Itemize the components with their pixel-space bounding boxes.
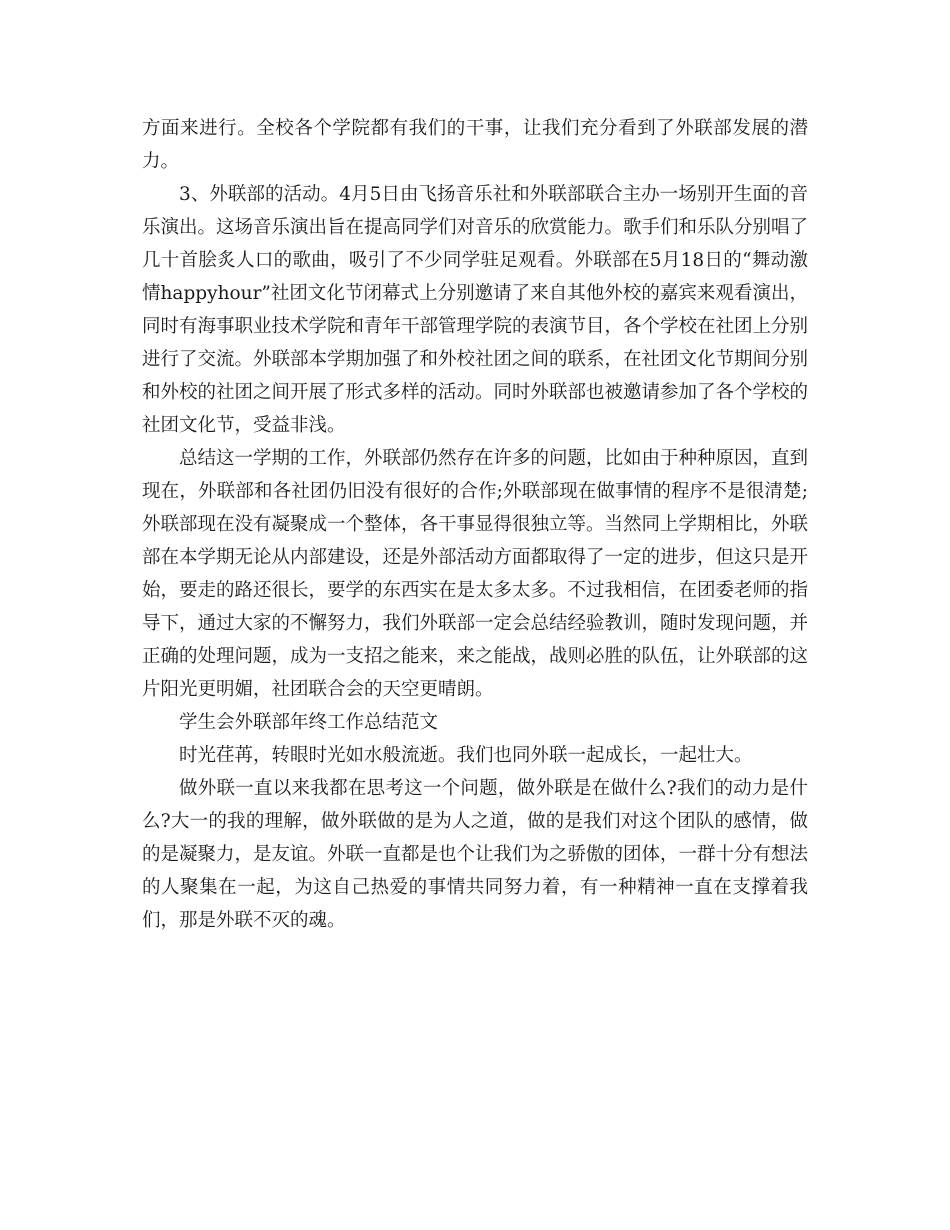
paragraph-summary: 总结这一学期的工作，外联部仍然存在许多的问题，比如由于种种原因，直到现在，外联部和各社团仍旧没有很好的合作;外联部现在做事情的程序不是很清楚;外联部现在没有凝聚成一个整体，各干事显得很独立等。当然同上学期相比，外联部在本学期无论从内部建设，还是外部活动方面都取得了一定的进步，但这只是开始，要走的路还很长，要学的东西实在是太多太多。不过我相信，在团委老师的指导下，通过大家的不懈努力，我们外联部一定会总结经验教训，随时发现问题，并正确的处理问题，成为一支招之能来，来之能战，战则必胜的队伍，让外联部的这片阳光更明媚，社团联合会的天空更晴朗。	[142, 448, 809, 700]
paragraph-intro: 时光荏苒，转眼时光如水般流逝。我们也同外联一起成长，一起壮大。	[179, 745, 753, 766]
paragraph-reflection: 做外联一直以来我都在思考这一个问题，做外联是在做什么?我们的动力是什么?大一的我的理解，做外联做的是为人之道，做的是我们对这个团队的感情，做的是凝聚力，是友谊。外联一直都是也个让我们为之骄傲的团体，一群十分有想法的人聚集在一起，为这自己热爱的事情共同努力着，有一种精神一直在支撑着我们，那是外联不灭的魂。	[142, 778, 809, 931]
document-body	[142, 112, 808, 937]
section-title: 学生会外联部年终工作总结范文	[179, 712, 439, 733]
paragraph-continuation: 方面来进行。全校各个学院都有我们的干事，让我们充分看到了外联部发展的潜力。	[142, 118, 808, 172]
paragraph-activities: 3、外联部的活动。4月5日由飞扬音乐社和外联部联合主办一场别开生面的音乐演出。这场音乐演出旨在提高同学们对音乐的欣赏能力。歌手们和乐队分别唱了几十首脍炙人口的歌曲，吸引了不少同学驻足观看。外联部在5月18日的“舞动激情happyhour”社团文化节闭幕式上分别邀请了来自其他外校的嘉宾来观看演出，同时有海事职业技术学院和青年干部管理学院的表演节目，各个学校在社团上分别进行了交流。外联部本学期加强了和外校社团之间的联系，在社团文化节期间分别和外校的社团之间开展了形式多样的活动。同时外联部也被邀请参加了各个学校的社团文化节，受益非浅。	[142, 184, 809, 436]
